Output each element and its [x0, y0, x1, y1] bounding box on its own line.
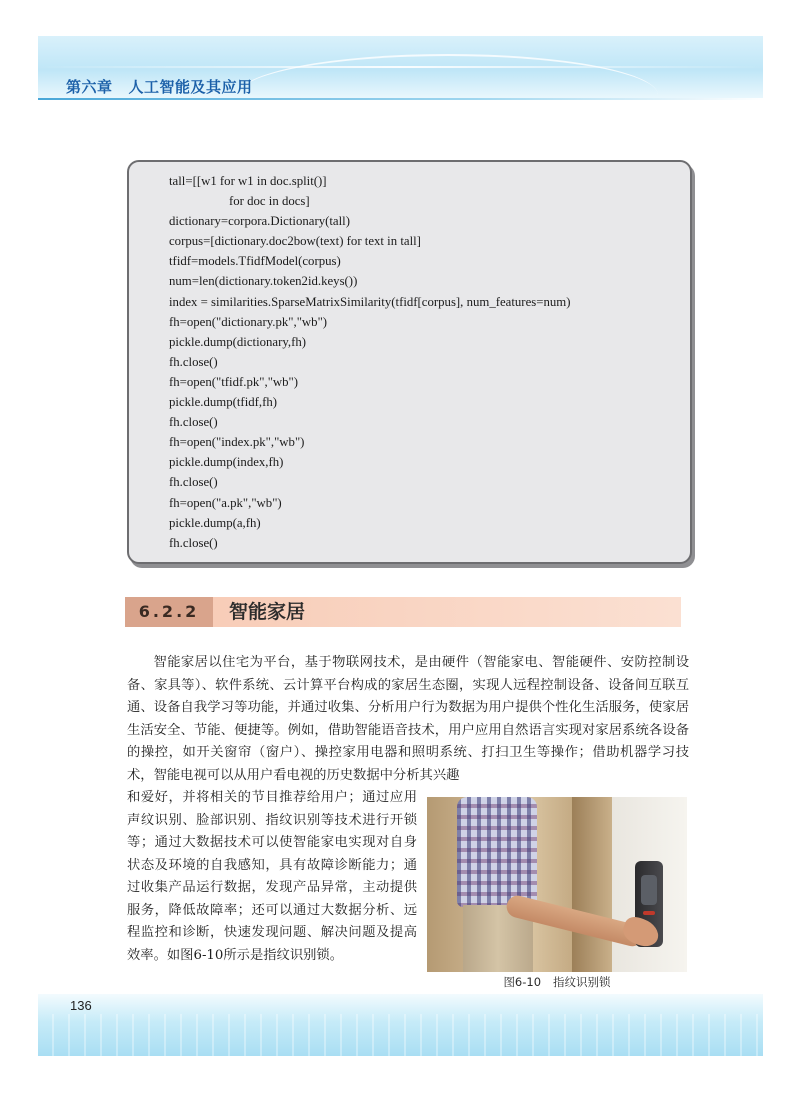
code-line: fh.close() [169, 475, 218, 490]
code-line: pickle.dump(tfidf,fh) [169, 395, 278, 410]
code-line: num=len(dictionary.token2id.keys()) [169, 274, 358, 289]
code-line: tall=[[w1 for w1 in doc.split()] [169, 174, 327, 188]
photo-doorframe [572, 797, 612, 972]
code-line: corpus=[dictionary.doc2bow(text) for text in tall] [169, 234, 421, 249]
header-rule [38, 98, 763, 100]
fingerprint-sensor [641, 875, 657, 905]
lock-indicator-light [643, 911, 655, 915]
code-line: for doc in docs] [229, 194, 310, 209]
section-title: 智能家居 [229, 601, 306, 623]
footer-band [38, 994, 763, 1056]
body-paragraph [127, 652, 689, 787]
page-number: 136 [70, 998, 92, 1013]
figure-label: 图6-10 [503, 975, 542, 989]
fingerprint-lock-photo [427, 797, 687, 972]
figure-caption [427, 974, 687, 990]
chapter-heading [66, 76, 253, 97]
code-line: pickle.dump(dictionary,fh) [169, 334, 307, 349]
code-listing-box [127, 160, 692, 564]
header-decoration [238, 54, 658, 98]
chapter-label: 第六章 [66, 78, 113, 96]
footer-decoration [38, 1014, 763, 1056]
code-lines [169, 171, 570, 553]
code-line: dictionary=corpora.Dictionary(tall) [169, 214, 350, 229]
code-line: tfidf=models.TfidfModel(corpus) [169, 254, 341, 269]
code-line: fh=open("index.pk","wb") [169, 435, 305, 450]
section-number: 6.2.2 [125, 597, 213, 627]
code-line: index = similarities.SparseMatrixSimilarity(tfidf[corpus], num_features=num) [169, 294, 571, 309]
code-line: pickle.dump(a,fh) [169, 515, 261, 530]
figure-caption-text: 指纹识别锁 [553, 975, 611, 989]
code-line: fh=open("tfidf.pk","wb") [169, 374, 299, 389]
code-line: fh.close() [169, 535, 218, 550]
code-line: fh.close() [169, 354, 218, 369]
header-streak [38, 66, 763, 68]
code-line: fh=open("a.pk","wb") [169, 495, 282, 510]
section-heading-bar [125, 597, 681, 627]
code-line: fh.close() [169, 415, 218, 430]
code-line: pickle.dump(index,fh) [169, 455, 284, 470]
photo-person-shirt [457, 797, 537, 907]
code-line: fh=open("dictionary.pk","wb") [169, 314, 328, 329]
chapter-title: 人工智能及其应用 [128, 78, 253, 96]
body-paragraph-continued: 和爱好，并将相关的节目推荐给用户；通过应用声纹识别、脸部识别、指纹识别等技术进行开锁等；通过大数据技术可以使智能家电实现对自身状态及环境的自我感知，具有故障诊断能力；通过收集产品运行数据，发现产品异常，主动提供服务，降低故障率；还可以通过大数据分析、远程监控和诊断，快速发现问题、解决问题及提高效率。如图6-10所示是指纹识别锁。 [127, 790, 417, 963]
body-paragraph-text: 智能家居以住宅为平台，基于物联网技术，是由硬件（智能家电、智能硬件、安防控制设备、家具等）、软件系统、云计算平台构成的家居生态圈，实现人远程控制设备、设备间互联互通、设备自我学习等功能，并通过收集、分析用户行为数据为用户提供个性化生活服务，使家居生活安全、节能、便捷等。例如，借助智能语音技术，用户应用自然语言实现对家居系统各设备的操控，如开关窗帘（窗户）、操控家用电器和照明系统、打扫卫生等操作；借助机器学习技术，智能电视可以从用户看电视的历史数据中分析其兴趣 [127, 655, 689, 783]
